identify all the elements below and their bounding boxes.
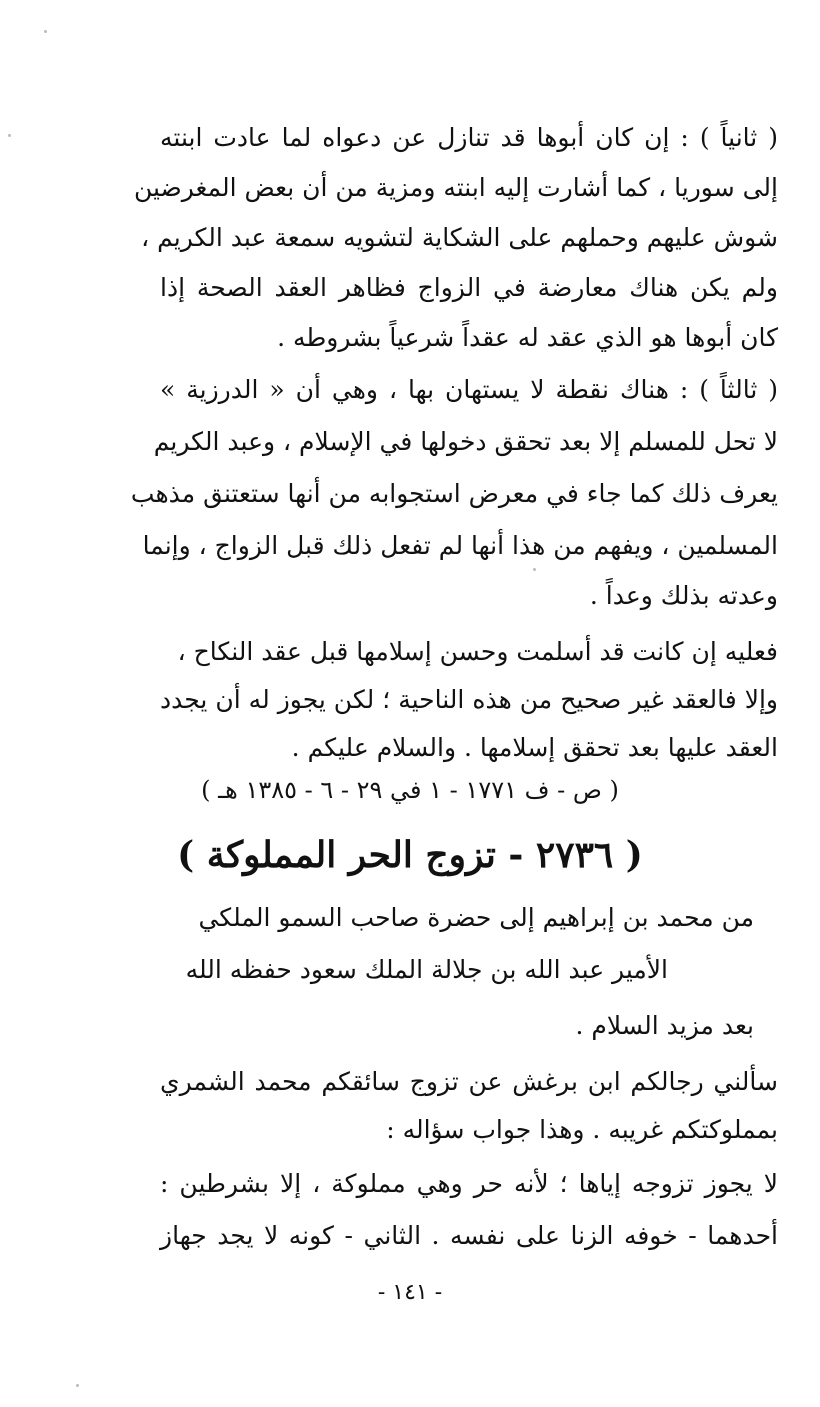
question-line-2: بمملوكتكم غريبه . وهذا جواب سؤاله : — [386, 1115, 778, 1144]
para2-line-4: ولم يكن هناك معارضة في الزواج فظاهر العقد الصحة إذا — [160, 273, 778, 302]
letter-to: الأمير عبد الله بن جلالة الملك سعود حفظه الله — [185, 955, 668, 984]
answer-line-1: لا يجوز تزوجه إياها ؛ لأنه حر وهي مملوكة ، إلا بشرطين : — [160, 1169, 778, 1198]
question-line-1: سألني رجالكم ابن برغش عن تزوج سائقكم محمد الشمري — [160, 1067, 778, 1096]
conclusion-line-3: العقد عليها بعد تحقق إسلامها . والسلام عليكم . — [291, 733, 778, 762]
para3-line-3: يعرف ذلك كما جاء في معرض استجوابه من أنها ستعتنق مذهب — [130, 479, 778, 508]
conclusion-line-1: فعليه إن كانت قد أسلمت وحسن إسلامها قبل عقد النكاح ، — [177, 637, 778, 666]
section-heading: ( ٢٧٣٦ - تزوج الحر المملوكة ) — [177, 834, 643, 876]
scan-speck — [8, 134, 11, 137]
reference-citation: ( ص - ف ١٧٧١ - ١ في ٢٩ - ٦ - ١٣٨٥ هـ ) — [201, 776, 619, 804]
para3-line-5: وعدته بذلك وعداً . — [589, 581, 778, 610]
para3-line-2: لا تحل للمسلم إلا بعد تحقق دخولها في الإسلام ، وعبد الكريم — [153, 427, 778, 456]
scan-speck — [533, 568, 536, 571]
page-number: - ١٤١ - — [377, 1280, 443, 1305]
answer-line-2: أحدهما - خوفه الزنا على نفسه . الثاني - كونه لا يجد جهاز — [160, 1221, 778, 1250]
para3-line-1: ( ثالثاً ) : هناك نقطة لا يستهان بها ، وهي أن « الدرزية » — [160, 375, 778, 404]
para2-line-3: شوش عليهم وحملهم على الشكاية لتشويه سمعة عبد الكريم ، — [141, 223, 778, 252]
para2-line-2: إلى سوريا ، كما أشارت إليه ابنته ومزية من أن بعض المغرضين — [133, 173, 778, 202]
conclusion-line-2: وإلا فالعقد غير صحيح من هذه الناحية ؛ لكن يجوز له أن يجدد — [160, 685, 778, 714]
greeting: بعد مزيد السلام . — [575, 1011, 754, 1040]
letter-from: من محمد بن إبراهيم إلى حضرة صاحب السمو الملكي — [198, 903, 754, 932]
scan-speck — [76, 1384, 79, 1387]
para2-line-1: ( ثانياً ) : إن كان أبوها قد تنازل عن دعواه لما عادت ابنته — [160, 123, 778, 152]
scan-speck — [44, 30, 47, 33]
para3-line-4: المسلمين ، ويفهم من هذا أنها لم تفعل ذلك قبل الزواج ، وإنما — [142, 531, 778, 560]
para2-line-5: كان أبوها هو الذي عقد له عقداً شرعياً بشروطه . — [277, 323, 778, 352]
